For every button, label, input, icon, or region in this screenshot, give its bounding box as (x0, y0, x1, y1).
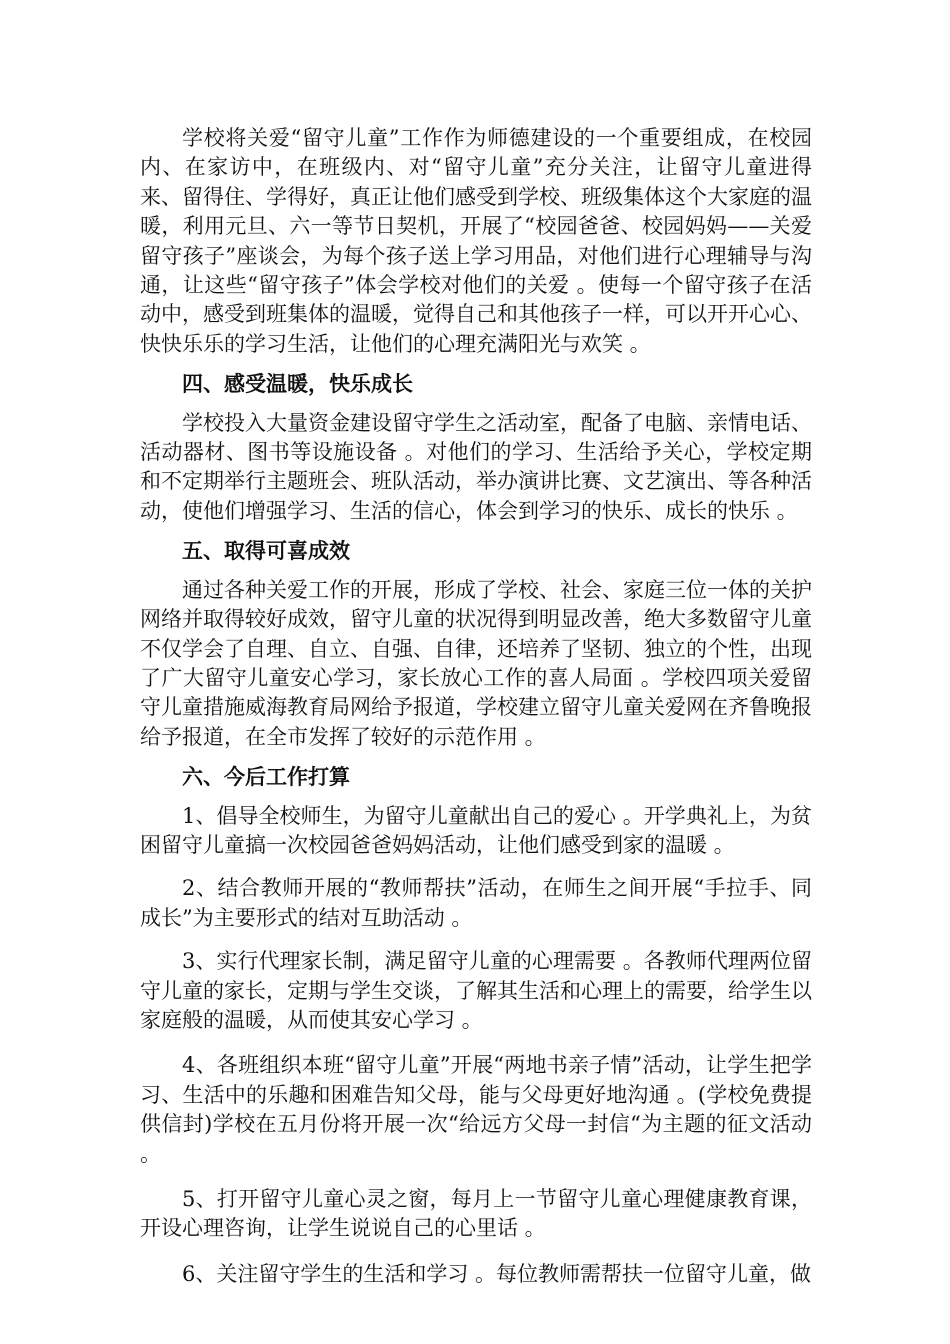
section-heading-5: 五、取得可喜成效 (182, 538, 350, 564)
plan-item-4: 4、各班组织本班“留守儿童”开展“两地书亲子情”活动，让学生把学习、生活中的乐趣和困难告知父母，能与父母更好地沟通 。(学校免费提供信封)学校在五月份将开展一次“给远方父母一封信“为主题的征文活动 。 (140, 1053, 812, 1166)
section-heading-6: 六、今后工作打算 (182, 764, 350, 790)
plan-item-2: 2、结合教师开展的“教师帮扶”活动，在师生之间开展“手拉手、同成长”为主要形式的结对互助活动 。 (140, 876, 812, 930)
plan-item-5: 5、打开留守儿童心灵之窗，每月上一节留守儿童心理健康教育课，开设心理咨询，让学生说说自己的心里话 。 (140, 1187, 812, 1241)
section-4-paragraph: 学校投入大量资金建设留守学生之活动室，配备了电脑、亲情电话、活动器材、图书等设施设备 。对他们的学习、生活给予关心，学校定期和不定期举行主题班会、班队活动，举办演讲比赛、文艺演出、等各种活动，使他们增强学习、生活的信心，体会到学习的快乐、成长的快乐 。 (140, 410, 812, 523)
plan-item-6: 6、关注留守学生的生活和学习 。每位教师需帮扶一位留守儿童，做 (182, 1261, 812, 1286)
intro-paragraph: 学校将关爱“留守儿童”工作作为师德建设的一个重要组成，在校园内、在家访中，在班级内、对“留守儿童”充分关注，让留守儿童进得来、留得住、学得好，真正让他们感受到学校、班级集体这个大家庭的温暖，利用元旦、六一等节日契机，开展了“校园爸爸、校园妈妈——关爱留守孩子”座谈会，为每个孩子送上学习用品，对他们进行心理辅导与沟通，让这些“留守孩子”体会学校对他们的关爱 。使每一个留守孩子在活动中，感受到班集体的温暖，觉得自己和其他孩子一样，可以开开心心、快快乐乐的学习生活，让他们的心理充满阳光与欢笑 。 (140, 126, 812, 356)
document-page (140, 124, 812, 1289)
plan-item-3: 3、实行代理家长制，满足留守儿童的心理需要 。各教师代理两位留守儿童的家长，定期与学生交谈，了解其生活和心理上的需要，给学生以家庭般的温暖，从而使其安心学习 。 (140, 949, 812, 1032)
plan-item-1: 1、倡导全校师生，为留守儿童献出自己的爱心 。开学典礼上，为贫困留守儿童搞一次校园爸爸妈妈活动，让他们感受到家的温暖 。 (140, 803, 812, 857)
section-5-paragraph: 通过各种关爱工作的开展，形成了学校、社会、家庭三位一体的关护网络并取得较好成效，留守儿童的状况得到明显改善，绝大多数留守儿童不仅学会了自理、自立、自强、自律，还培养了坚韧、独立的个性，出现了广大留守儿童安心学习，家长放心工作的喜人局面 。学校四项关爱留守儿童措施威海教育局网给予报道，学校建立留守儿童关爱网在齐鲁晚报给予报道，在全市发挥了较好的示范作用 。 (140, 577, 812, 749)
section-heading-4: 四、感受温暖，快乐成长 (182, 371, 413, 397)
